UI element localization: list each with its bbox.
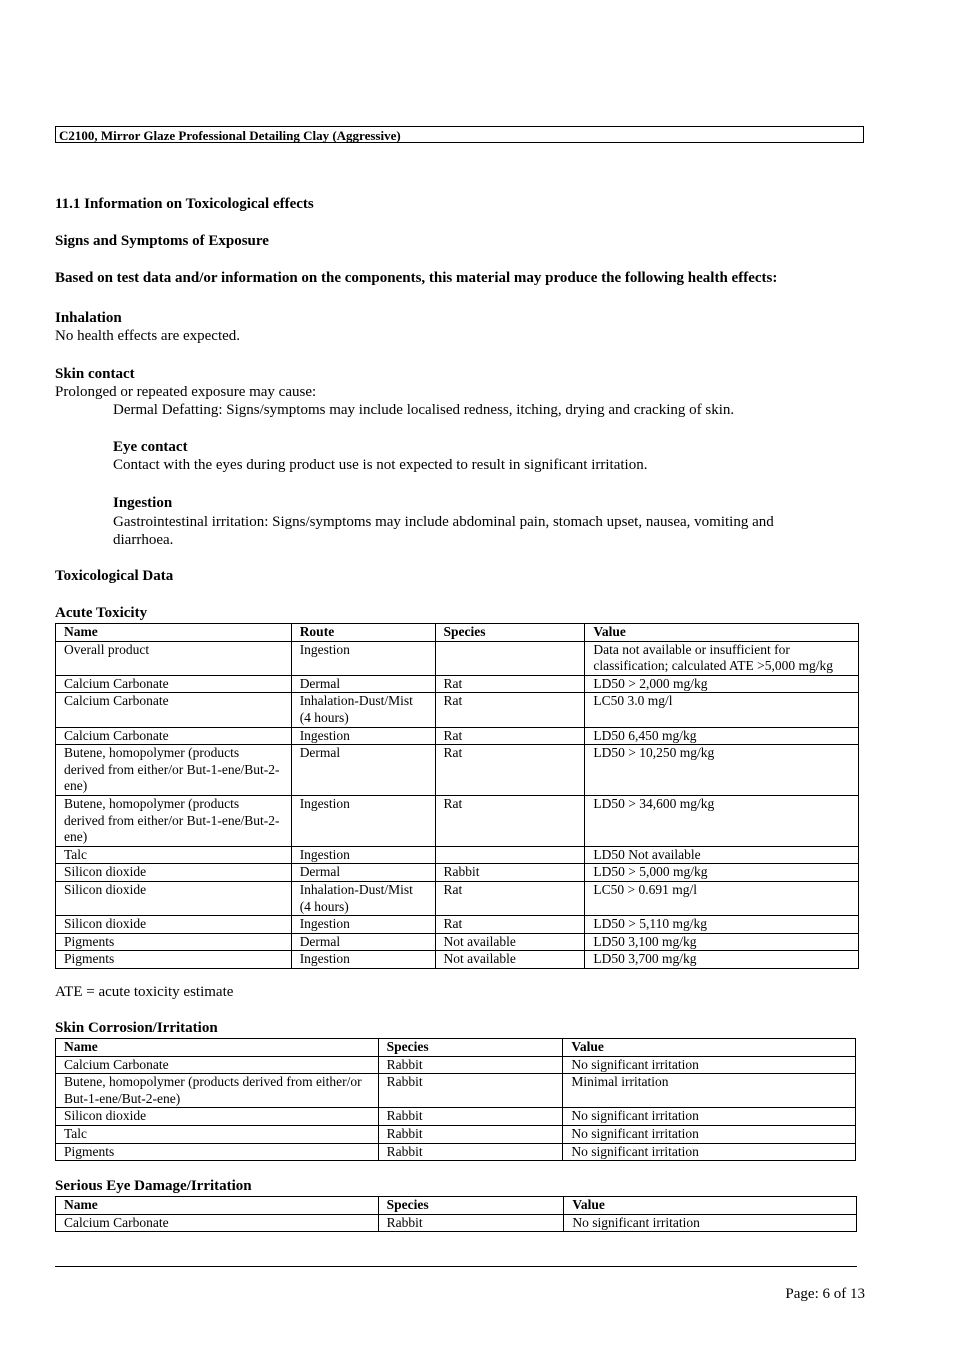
table-cell: LD50 Not available — [585, 846, 859, 864]
table-cell: Calcium Carbonate — [56, 675, 292, 693]
table-cell: Butene, homopolymer (products derived from either/or But-1-ene/But-2-ene) — [56, 795, 292, 846]
table-row — [56, 641, 859, 675]
table-cell: Dermal — [291, 745, 435, 796]
column-header: Route — [291, 624, 435, 642]
table-cell: Rabbit — [378, 1125, 563, 1143]
table-cell: No significant irritation — [563, 1143, 856, 1161]
table-cell: LD50 > 10,250 mg/kg — [585, 745, 859, 796]
table-cell: Calcium Carbonate — [56, 1214, 379, 1232]
table-row — [56, 727, 859, 745]
table-cell: Rabbit — [378, 1074, 563, 1108]
table-cell: Ingestion — [291, 951, 435, 969]
table-header-row — [56, 1197, 857, 1215]
table-cell: LD50 6,450 mg/kg — [585, 727, 859, 745]
table-row — [56, 1214, 857, 1232]
table-cell: Rabbit — [378, 1108, 563, 1126]
eye-title: Eye contact — [113, 439, 188, 455]
table-cell: Inhalation-Dust/Mist (4 hours) — [291, 693, 435, 727]
table-cell: Rat — [435, 795, 585, 846]
table-row — [56, 675, 859, 693]
table-row — [56, 933, 859, 951]
footer-divider — [55, 1266, 857, 1267]
table-row — [56, 795, 859, 846]
acute-toxicity-table — [55, 623, 859, 969]
table-cell: LC50 > 0.691 mg/l — [585, 881, 859, 915]
eye-text: Contact with the eyes during product use is not expected to result in significant irritation. — [113, 457, 648, 473]
table-cell: Dermal — [291, 933, 435, 951]
table-cell: No significant irritation — [563, 1056, 856, 1074]
table-cell: No significant irritation — [563, 1108, 856, 1126]
table-cell: Pigments — [56, 951, 292, 969]
skin-corrosion-title: Skin Corrosion/Irritation — [55, 1020, 218, 1036]
table-cell: Dermal — [291, 864, 435, 882]
table-cell — [435, 641, 585, 675]
table-cell: LD50 > 5,110 mg/kg — [585, 916, 859, 934]
ingestion-title: Ingestion — [113, 495, 173, 511]
inhalation-text: No health effects are expected. — [55, 328, 241, 344]
table-cell: Pigments — [56, 1143, 379, 1161]
table-cell: Not available — [435, 933, 585, 951]
table-row — [56, 951, 859, 969]
column-header: Value — [585, 624, 859, 642]
table-cell: Rabbit — [435, 864, 585, 882]
ate-note: ATE = acute toxicity estimate — [55, 984, 234, 1000]
table-cell: Ingestion — [291, 727, 435, 745]
eye-damage-title: Serious Eye Damage/Irritation — [55, 1178, 252, 1194]
table-cell: Pigments — [56, 933, 292, 951]
table-cell: LD50 > 34,600 mg/kg — [585, 795, 859, 846]
table-cell: Rat — [435, 693, 585, 727]
table-cell: LD50 > 5,000 mg/kg — [585, 864, 859, 882]
acute-title: Acute Toxicity — [55, 605, 148, 621]
tox-data-title: Toxicological Data — [55, 568, 174, 584]
table-cell: Ingestion — [291, 641, 435, 675]
table-cell: Rat — [435, 727, 585, 745]
table-cell: Inhalation-Dust/Mist (4 hours) — [291, 881, 435, 915]
table-cell: Butene, homopolymer (products derived from either/or But-1-ene/But-2-ene) — [56, 745, 292, 796]
page-number: Page: 6 of 13 — [785, 1286, 865, 1302]
table-cell — [435, 846, 585, 864]
table-cell: Rabbit — [378, 1143, 563, 1161]
table-cell: Rabbit — [378, 1056, 563, 1074]
table-cell: Talc — [56, 1125, 379, 1143]
table-cell: Rat — [435, 881, 585, 915]
table-row — [56, 846, 859, 864]
table-cell: Data not available or insufficient for classification; calculated ATE >5,000 mg/kg — [585, 641, 859, 675]
table-row — [56, 693, 859, 727]
skin-title: Skin contact — [55, 366, 135, 382]
table-cell: Rat — [435, 745, 585, 796]
table-cell: Ingestion — [291, 795, 435, 846]
based-on-text: Based on test data and/or information on the components, this material may produce the following health effects: — [55, 270, 778, 286]
table-cell: Minimal irritation — [563, 1074, 856, 1108]
table-cell: Ingestion — [291, 916, 435, 934]
column-header: Value — [563, 1039, 856, 1057]
table-row — [56, 881, 859, 915]
table-cell: Butene, homopolymer (products derived from either/or But-1-ene/But-2-ene) — [56, 1074, 379, 1108]
table-cell: Overall product — [56, 641, 292, 675]
table-cell: LD50 3,100 mg/kg — [585, 933, 859, 951]
table-row — [56, 916, 859, 934]
column-header: Value — [564, 1197, 857, 1215]
table-row — [56, 864, 859, 882]
table-header-row — [56, 1039, 856, 1057]
table-cell: No significant irritation — [564, 1214, 857, 1232]
table-cell: Rat — [435, 675, 585, 693]
table-row — [56, 1143, 856, 1161]
table-row — [56, 1056, 856, 1074]
table-cell: LD50 > 2,000 mg/kg — [585, 675, 859, 693]
column-header: Species — [435, 624, 585, 642]
table-cell: Rat — [435, 916, 585, 934]
table-cell: LC50 3.0 mg/l — [585, 693, 859, 727]
table-row — [56, 1125, 856, 1143]
table-cell: No significant irritation — [563, 1125, 856, 1143]
column-header: Name — [56, 624, 292, 642]
table-cell: Silicon dioxide — [56, 881, 292, 915]
table-cell: Ingestion — [291, 846, 435, 864]
column-header: Name — [56, 1197, 379, 1215]
column-header: Species — [378, 1197, 564, 1215]
column-header: Species — [378, 1039, 563, 1057]
skin-text: Prolonged or repeated exposure may cause: — [55, 384, 317, 400]
signs-title: Signs and Symptoms of Exposure — [55, 233, 269, 249]
table-cell: Talc — [56, 846, 292, 864]
table-header-row — [56, 624, 859, 642]
table-cell: Silicon dioxide — [56, 916, 292, 934]
skin-detail: Dermal Defatting: Signs/symptoms may include localised redness, itching, drying and cracking of skin. — [113, 402, 735, 418]
table-cell: Rabbit — [378, 1214, 564, 1232]
table-cell: Silicon dioxide — [56, 1108, 379, 1126]
table-cell: LD50 3,700 mg/kg — [585, 951, 859, 969]
table-cell: Silicon dioxide — [56, 864, 292, 882]
skin-corrosion-table — [55, 1038, 856, 1161]
inhalation-title: Inhalation — [55, 310, 122, 326]
table-cell: Calcium Carbonate — [56, 693, 292, 727]
table-cell: Calcium Carbonate — [56, 727, 292, 745]
eye-damage-table — [55, 1196, 857, 1232]
table-cell: Not available — [435, 951, 585, 969]
column-header: Name — [56, 1039, 379, 1057]
product-header: C2100, Mirror Glaze Professional Detailing Clay (Aggressive) — [55, 126, 864, 143]
table-row — [56, 745, 859, 796]
ingestion-text: Gastrointestinal irritation: Signs/symptoms may include abdominal pain, stomach upset, nausea, vomiting and diarrhoea. — [113, 514, 774, 548]
table-row — [56, 1108, 856, 1126]
table-cell: Dermal — [291, 675, 435, 693]
section-title: 11.1 Information on Toxicological effects — [55, 196, 314, 212]
table-row — [56, 1074, 856, 1108]
table-cell: Calcium Carbonate — [56, 1056, 379, 1074]
